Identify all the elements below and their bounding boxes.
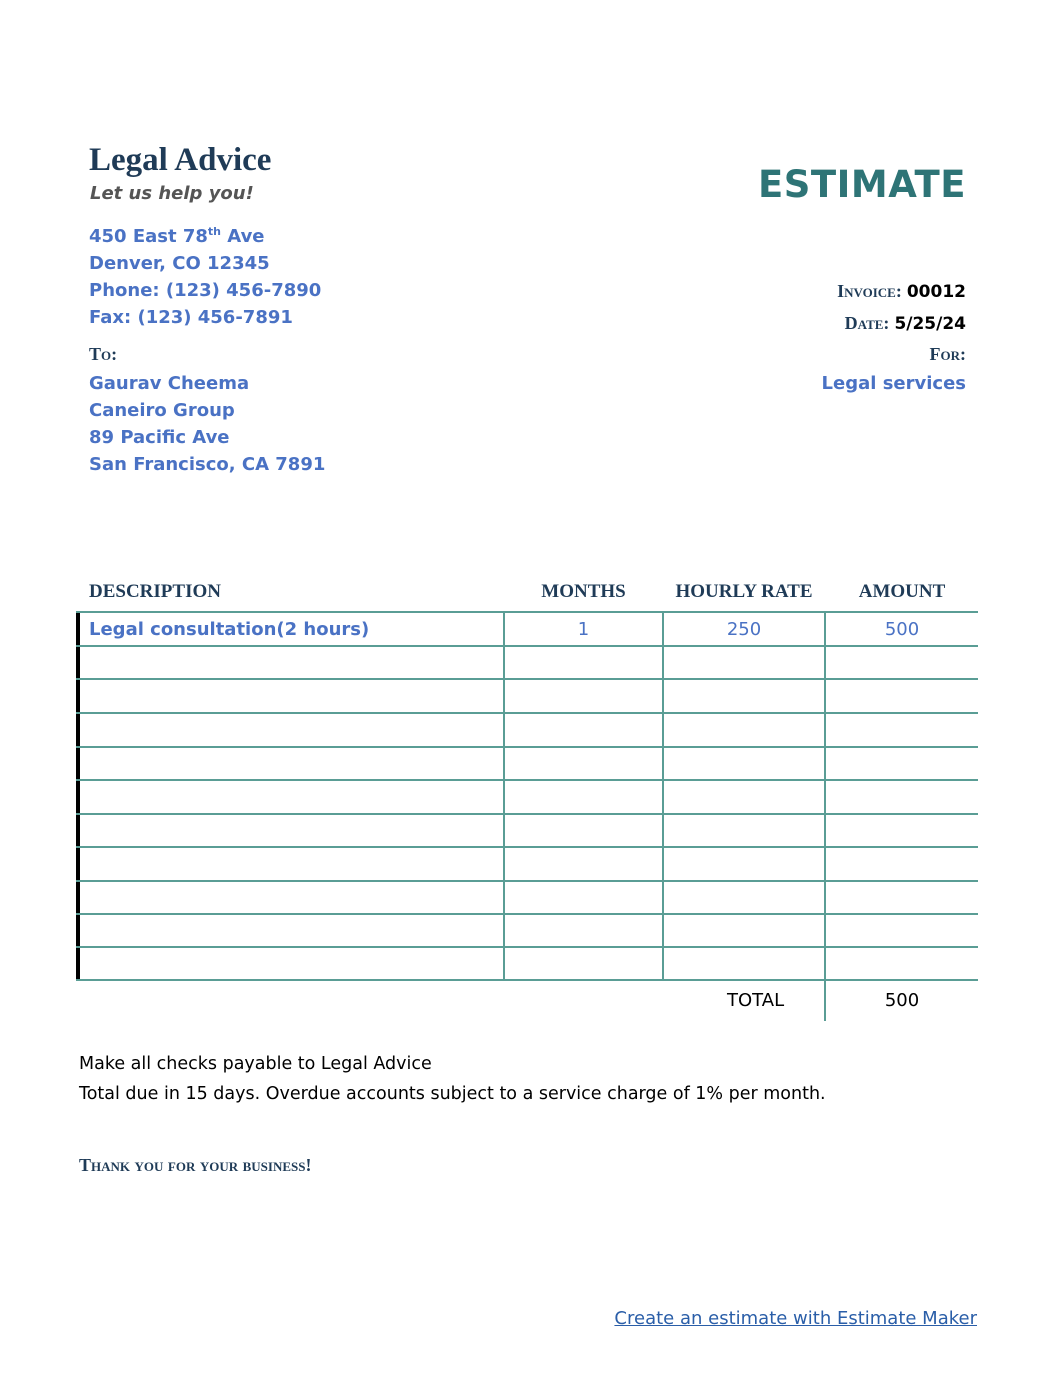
document-title: ESTIMATE — [757, 163, 966, 206]
total-label: TOTAL — [727, 990, 785, 1011]
table-rule — [76, 846, 978, 848]
header-description: DESCRIPTION — [89, 581, 221, 602]
row-1-hourly-rate: 250 — [726, 619, 762, 640]
table-rule — [76, 913, 978, 915]
table-rule — [76, 611, 978, 613]
header-months: MONTHS — [541, 581, 626, 602]
to-label: To: — [89, 344, 118, 364]
for-label: For: — [929, 344, 966, 364]
table-rule — [76, 946, 978, 948]
table-rule — [76, 645, 978, 647]
invoice-value: 00012 — [906, 282, 966, 302]
table-rule — [76, 880, 978, 882]
row-1-amount: 500 — [884, 619, 920, 640]
recipient-company: Caneiro Group — [89, 400, 235, 421]
row-1-description: Legal consultation(2 hours) — [89, 619, 370, 640]
recipient-city: San Francisco, CA 7891 — [89, 454, 326, 475]
invoice-label: Invoice: — [837, 281, 902, 301]
header-hourly-rate: HOURLY RATE — [675, 581, 813, 602]
estimate-maker-link[interactable]: Create an estimate with Estimate Maker — [614, 1308, 977, 1329]
table-left-border — [76, 613, 80, 981]
recipient-name: Gaurav Cheema — [89, 373, 250, 394]
date-value: 5/25/24 — [894, 314, 966, 334]
table-column-divider — [503, 612, 505, 981]
invoice-date — [845, 313, 966, 334]
table-rule — [76, 746, 978, 748]
company-fax: Fax: (123) 456-7891 — [89, 307, 293, 328]
for-value: Legal services — [821, 373, 966, 394]
table-rule — [76, 678, 978, 680]
company-city: Denver, CO 12345 — [89, 253, 270, 274]
date-label: Date: — [844, 313, 890, 333]
table-rule — [76, 712, 978, 714]
recipient-street: 89 Pacific Ave — [89, 427, 230, 448]
table-rule — [76, 813, 978, 815]
company-tagline: Let us help you! — [90, 183, 254, 204]
company-phone: Phone: (123) 456-7890 — [89, 280, 322, 301]
header-amount: AMOUNT — [858, 581, 946, 602]
company-name: Legal Advice — [89, 142, 272, 178]
payable-note: Make all checks payable to Legal Advice — [79, 1054, 432, 1074]
table-rule — [76, 779, 978, 781]
table-rule — [76, 979, 978, 981]
terms-note: Total due in 15 days. Overdue accounts subject to a service charge of 1% per month. — [79, 1084, 826, 1104]
thank-you-note: Thank you for your business! — [79, 1155, 312, 1175]
company-street: 450 East 78th Ave — [89, 225, 265, 247]
table-column-divider — [824, 612, 826, 1021]
row-1-months: 1 — [577, 619, 590, 640]
invoice-number — [837, 281, 966, 302]
table-column-divider — [662, 612, 664, 981]
total-value: 500 — [884, 990, 920, 1011]
